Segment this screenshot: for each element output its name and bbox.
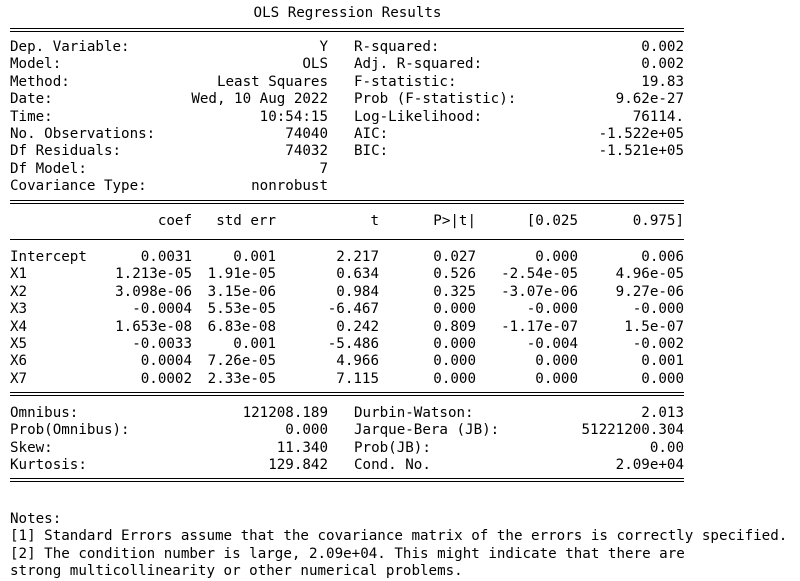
coef-row-name: Intercept — [10, 249, 87, 265]
summary-value: 76114. — [632, 108, 684, 125]
notes-heading: Notes: — [10, 511, 62, 527]
coef-cell: 4.966 — [336, 353, 379, 370]
coef-row-name: X6 — [10, 353, 28, 370]
coef-cell: 2.33e-05 — [207, 370, 276, 387]
coef-cell: -0.0004 — [132, 301, 192, 318]
coef-cell: 1.91e-05 — [207, 266, 276, 283]
summary-value: 74040 — [285, 126, 328, 142]
coef-row-name: X2 — [10, 283, 28, 300]
coef-row — [10, 300, 684, 318]
diagnostic-value: 11.340 — [276, 439, 328, 456]
coef-cell: 1.213e-05 — [115, 266, 192, 283]
coef-cell: 4.96e-05 — [615, 266, 684, 283]
summary-row — [10, 125, 684, 143]
summary-label: F-statistic: — [354, 73, 457, 90]
coef-cell: 3.098e-06 — [115, 283, 192, 300]
coef-cell: 0.001 — [233, 249, 276, 265]
diagnostic-row — [10, 421, 684, 439]
summary-label: Dep. Variable: — [10, 39, 130, 55]
summary-row — [10, 142, 684, 160]
summary-value: 0.002 — [641, 39, 684, 55]
summary-value: Y — [319, 39, 328, 55]
coef-cell: 7.26e-05 — [207, 353, 276, 370]
summary-label: Log-Likelihood: — [354, 108, 483, 125]
coef-cell: 0.000 — [535, 370, 578, 387]
summary-value: 7 — [319, 160, 328, 177]
coef-cell: -3.07e-06 — [501, 283, 578, 300]
coef-cell: 0.242 — [336, 318, 379, 335]
summary-label: BIC: — [354, 143, 389, 160]
coef-cell: 0.000 — [433, 336, 476, 352]
coef-cell: 0.634 — [336, 266, 379, 283]
coef-cell: 1.5e-07 — [624, 318, 684, 335]
coef-cell: 0.000 — [641, 370, 684, 387]
summary-value: OLS — [302, 56, 328, 73]
coef-row-name: X1 — [10, 266, 28, 283]
summary-value: 74032 — [285, 143, 328, 160]
summary-label: Method: — [10, 73, 70, 90]
coef-cell: 5.53e-05 — [207, 301, 276, 318]
coef-cell: 0.984 — [336, 283, 379, 300]
coef-cell: -0.002 — [632, 336, 684, 352]
summary-label: No. Observations: — [10, 126, 156, 142]
coef-column-header: P>|t| — [433, 213, 476, 229]
summary-row — [10, 90, 684, 108]
coef-cell: 0.526 — [433, 266, 476, 283]
coef-cell: -6.467 — [327, 301, 379, 318]
results-title: OLS Regression Results — [253, 5, 442, 21]
coef-column-header: std err — [216, 213, 276, 229]
coef-cell: 0.000 — [535, 353, 578, 370]
summary-value: Least Squares — [216, 73, 328, 90]
summary-value: 0.002 — [641, 56, 684, 73]
coef-column-header: coef — [157, 213, 192, 229]
summary-value: 19.83 — [641, 73, 684, 90]
summary-label: Time: — [10, 108, 53, 125]
coef-cell: -1.17e-07 — [501, 318, 578, 335]
note-line: [2] The condition number is large, 2.09e+04. This might indicate that there are — [10, 545, 685, 562]
summary-value: 10:54:15 — [259, 108, 328, 125]
summary-value: -1.522e+05 — [598, 126, 684, 142]
diagnostic-value: 0.000 — [285, 422, 328, 439]
summary-label: Adj. R-squared: — [354, 56, 483, 73]
summary-label: Df Model: — [10, 160, 87, 177]
coef-row — [10, 335, 684, 353]
summary-row — [10, 177, 684, 195]
coef-cell: -0.0033 — [132, 336, 192, 352]
coef-cell: -0.000 — [632, 301, 684, 318]
coef-cell: -2.54e-05 — [501, 266, 578, 283]
coef-cell: 7.115 — [336, 370, 379, 387]
double-rule — [10, 392, 684, 396]
coef-header-line — [10, 212, 684, 230]
diagnostic-value: 2.09e+04 — [615, 457, 684, 474]
diagnostic-label: Prob(JB): — [354, 439, 431, 456]
coef-cell: 9.27e-06 — [615, 283, 684, 300]
diagnostic-label: Cond. No. — [354, 457, 431, 474]
summary-label: Df Residuals: — [10, 143, 122, 160]
diagnostic-label: Prob(Omnibus): — [10, 422, 130, 439]
coef-row — [10, 318, 684, 336]
summary-row — [10, 160, 684, 178]
coef-cell: -0.000 — [526, 301, 578, 318]
coef-cell: 0.000 — [433, 370, 476, 387]
coef-row — [10, 352, 684, 370]
note-line: [1] Standard Errors assume that the covariance matrix of the errors is correctly specified. — [10, 528, 788, 545]
summary-row — [10, 73, 684, 91]
summary-label: Model: — [10, 56, 62, 73]
single-rule — [10, 239, 684, 240]
double-rule — [10, 200, 684, 204]
summary-value: Wed, 10 Aug 2022 — [191, 91, 328, 108]
coef-cell: 0.027 — [433, 249, 476, 265]
coef-row-name: X4 — [10, 318, 28, 335]
coef-cell: 0.0031 — [140, 249, 192, 265]
diagnostic-row — [10, 456, 684, 474]
double-rule — [10, 478, 684, 482]
coef-row-name: X5 — [10, 336, 28, 352]
coef-cell: 0.000 — [535, 249, 578, 265]
coef-cell: 6.83e-08 — [207, 318, 276, 335]
coef-row — [10, 283, 684, 301]
coef-cell: 0.001 — [641, 353, 684, 370]
diagnostic-value: 129.842 — [268, 457, 328, 474]
diagnostic-row — [10, 439, 684, 457]
summary-label: Date: — [10, 91, 53, 108]
summary-label: Prob (F-statistic): — [354, 91, 517, 108]
coef-cell: 3.15e-06 — [207, 283, 276, 300]
summary-label: Covariance Type: — [10, 178, 147, 195]
coef-column-header: 0.975] — [632, 213, 684, 229]
coef-cell: 0.000 — [433, 353, 476, 370]
coef-cell: -5.486 — [327, 336, 379, 352]
summary-row — [10, 38, 684, 56]
coef-cell: 0.006 — [641, 249, 684, 265]
coef-cell: 0.000 — [433, 301, 476, 318]
summary-label: AIC: — [354, 126, 389, 142]
coef-cell: 2.217 — [336, 249, 379, 265]
coef-cell: 0.0004 — [140, 353, 192, 370]
diagnostic-label: Omnibus: — [10, 405, 79, 421]
coef-row-name: X3 — [10, 301, 28, 318]
summary-label: R-squared: — [354, 39, 440, 55]
summary-row — [10, 55, 684, 73]
diagnostic-label: Skew: — [10, 439, 53, 456]
note-line: strong multicollinearity or other numerical problems. — [10, 563, 463, 580]
coef-row — [10, 248, 684, 266]
summary-value: -1.521e+05 — [598, 143, 684, 160]
summary-row — [10, 108, 684, 126]
diagnostic-value: 0.00 — [649, 439, 684, 456]
diagnostic-label: Jarque-Bera (JB): — [354, 422, 500, 439]
coef-cell: 0.0002 — [140, 370, 192, 387]
coef-column-header: [0.025 — [526, 213, 578, 229]
coef-column-header: t — [370, 213, 379, 229]
coef-cell: 0.001 — [233, 336, 276, 352]
coef-row — [10, 370, 684, 388]
diagnostic-value: 51221200.304 — [581, 422, 684, 439]
diagnostic-label: Durbin-Watson: — [354, 405, 474, 421]
coef-cell: -0.004 — [526, 336, 578, 352]
coef-row-name: X7 — [10, 370, 28, 387]
summary-value: 9.62e-27 — [615, 91, 684, 108]
diagnostic-row — [10, 404, 684, 422]
diagnostic-value: 2.013 — [641, 405, 684, 421]
coef-cell: 0.325 — [433, 283, 476, 300]
diagnostic-value: 121208.189 — [242, 405, 328, 421]
diagnostic-label: Kurtosis: — [10, 457, 87, 474]
coef-row — [10, 265, 684, 283]
coef-cell: 0.809 — [433, 318, 476, 335]
double-rule — [10, 28, 684, 32]
summary-value: nonrobust — [251, 178, 328, 195]
coef-cell: 1.653e-08 — [115, 318, 192, 335]
